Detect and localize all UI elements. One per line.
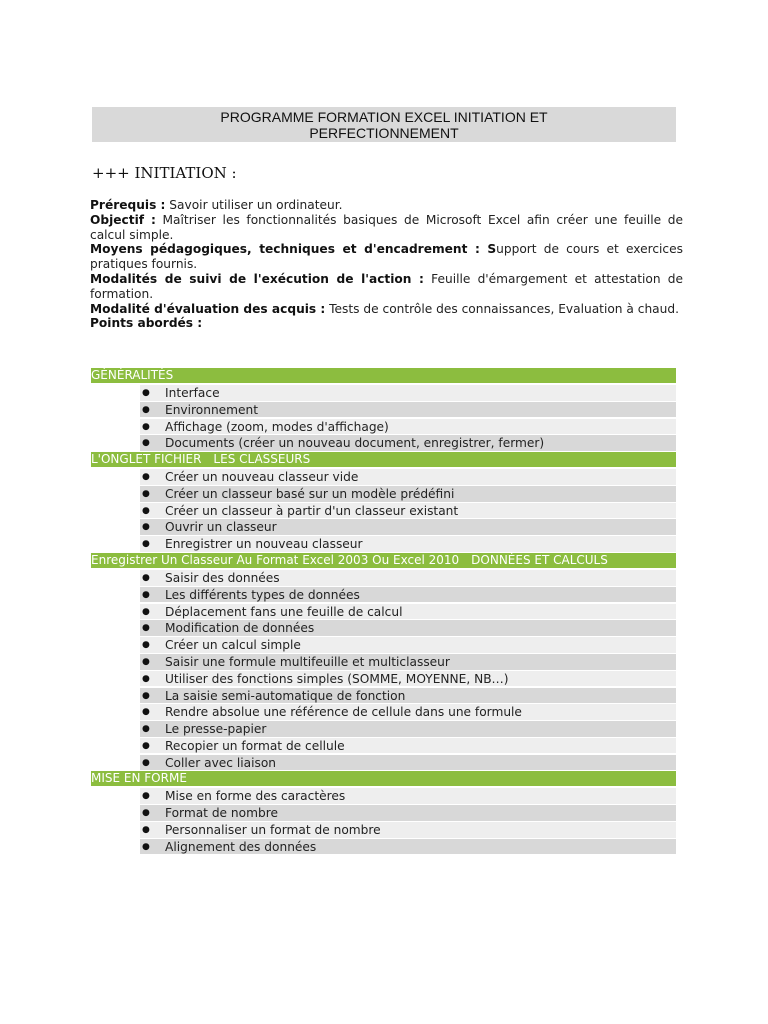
- list-item-text: Affichage (zoom, modes d'affichage): [165, 419, 389, 434]
- list-item: [140, 486, 676, 502]
- list-item: [140, 721, 676, 737]
- list-item: [140, 503, 676, 519]
- bullet-icon: ●: [142, 438, 150, 449]
- bullet-icon: ●: [142, 640, 150, 651]
- list-item-text: Créer un calcul simple: [165, 638, 301, 653]
- list-item: [140, 620, 676, 636]
- bullet-icon: ●: [142, 824, 150, 835]
- bullet-icon: ●: [142, 472, 150, 483]
- list-item-text: Format de nombre: [165, 806, 278, 821]
- info-label: Prérequis :: [90, 198, 166, 212]
- list-item: [140, 536, 676, 552]
- document-title-line-1: PROGRAMME FORMATION EXCEL INITIATION ET: [220, 109, 548, 125]
- bullet-icon: ●: [142, 656, 150, 667]
- list-item: [140, 570, 676, 586]
- bullet-icon: ●: [142, 539, 150, 550]
- list-item: [140, 704, 676, 720]
- section-heading-initiation: +++ INITIATION :: [92, 164, 237, 182]
- list-item-text: Saisir une formule multifeuille et multiclasseur: [165, 654, 450, 669]
- bullet-icon: ●: [142, 740, 150, 751]
- list-item-text: Saisir des données: [165, 571, 280, 586]
- bullet-icon: ●: [142, 404, 150, 415]
- bullet-icon: ●: [142, 505, 150, 516]
- info-label: Modalité d'évaluation des acquis :: [90, 301, 326, 316]
- list-item: [140, 822, 676, 838]
- info-paragraph: [90, 272, 683, 302]
- list-item-text: Créer un nouveau classeur vide: [165, 470, 359, 485]
- bullet-icon: ●: [142, 388, 150, 398]
- bullet-icon: ●: [142, 690, 150, 701]
- list-item-text: Mise en forme des caractères: [165, 789, 346, 804]
- list-item: [140, 419, 676, 435]
- course-info-block: [90, 198, 683, 331]
- list-item-text: Documents (créer un nouveau document, enregistrer, fermer): [165, 436, 545, 451]
- section-item-list: [91, 786, 676, 854]
- section-bar: [91, 368, 676, 383]
- list-item-text: Modification de données: [165, 621, 315, 636]
- section-bar-title: GÉNÉRALITÉS: [91, 368, 174, 382]
- section-bar: [91, 452, 676, 467]
- bullet-icon: ●: [142, 421, 150, 432]
- bullet-icon: ●: [142, 841, 150, 852]
- list-item-text: Créer un classeur à partir d'un classeur existant: [165, 503, 459, 518]
- list-item-text: Déplacement fans une feuille de calcul: [165, 604, 403, 619]
- info-text: Savoir utiliser un ordinateur.: [165, 198, 343, 212]
- bullet-icon: ●: [142, 673, 150, 684]
- list-item-text: Rendre absolue une référence de cellule dans une formule: [165, 705, 522, 720]
- list-item-text: Recopier un format de cellule: [165, 738, 345, 753]
- info-label: Points abordés :: [90, 316, 203, 331]
- bullet-icon: ●: [142, 488, 150, 499]
- bullet-icon: ●: [142, 623, 150, 634]
- list-item: [140, 604, 676, 620]
- info-paragraph: [90, 242, 683, 272]
- bullet-icon: ●: [142, 589, 150, 600]
- section-bar-subtitle: DONNÉES ET CALCULS: [471, 553, 608, 568]
- list-item: [140, 637, 676, 653]
- info-text: upport de cours et exercices pratiques fournis.: [90, 242, 683, 272]
- bullet-icon: ●: [142, 573, 150, 584]
- info-label: Modalités de suivi de l'exécution de l'action :: [90, 271, 424, 286]
- section-bar: [91, 771, 676, 786]
- info-label: Moyens pédagogiques, techniques et d'encadrement : S: [90, 242, 497, 257]
- bullet-icon: ●: [142, 757, 150, 768]
- list-item-text: Créer un classeur basé sur un modèle prédéfini: [165, 486, 455, 501]
- list-item: [140, 469, 676, 485]
- list-item-text: Personnaliser un format de nombre: [165, 822, 381, 837]
- section-bar-title: L'ONGLET FICHIER: [91, 452, 202, 467]
- bullet-icon: ●: [142, 707, 150, 718]
- list-item-text: La saisie semi-automatique de fonction: [165, 688, 406, 703]
- list-item: [140, 805, 676, 821]
- bullet-icon: ●: [142, 724, 150, 735]
- list-item: [140, 839, 676, 855]
- list-item-text: Le presse-papier: [165, 722, 267, 737]
- bullet-icon: ●: [142, 791, 150, 802]
- topics-list: [91, 368, 676, 856]
- list-item-text: Enregistrer un nouveau classeur: [165, 537, 363, 552]
- info-paragraph: [90, 302, 683, 317]
- list-item-text: Alignement des données: [165, 839, 317, 854]
- info-text: Tests de contrôle des connaissances, Evaluation à chaud.: [325, 301, 679, 316]
- list-item: [140, 519, 676, 535]
- info-paragraph: [90, 198, 683, 213]
- list-item-text: Coller avec liaison: [165, 755, 277, 770]
- section-item-list: [91, 467, 676, 552]
- list-item: [140, 402, 676, 418]
- list-item: [140, 654, 676, 670]
- info-paragraph: [90, 316, 683, 331]
- list-item: [140, 688, 676, 704]
- bullet-icon: ●: [142, 606, 150, 617]
- list-item-text: Les différents types de données: [165, 587, 360, 602]
- list-item: [140, 587, 676, 603]
- document-title-box: [92, 107, 676, 142]
- list-item-text: Interface: [165, 386, 220, 400]
- section-bar-title: MISE EN FORME: [91, 771, 187, 786]
- section-item-list: [91, 568, 676, 770]
- info-paragraph: [90, 213, 683, 243]
- section-bar-subtitle: LES CLASSEURS: [213, 452, 311, 467]
- list-item: [140, 385, 676, 401]
- list-item: [140, 671, 676, 687]
- section-bar: [91, 553, 676, 568]
- bullet-icon: ●: [142, 808, 150, 819]
- document-title-line-2: PERFECTIONNEMENT: [309, 125, 459, 141]
- list-item-text: Environnement: [165, 402, 259, 417]
- list-item: [140, 738, 676, 754]
- section-item-list: [91, 383, 676, 451]
- list-item-text: Utiliser des fonctions simples (SOMME, MOYENNE, NB…): [165, 671, 509, 686]
- bullet-icon: ●: [142, 522, 150, 533]
- section-bar-title: Enregistrer Un Classeur Au Format Excel 2003 Ou Excel 2010: [91, 553, 460, 568]
- info-text: Maîtriser les fonctionnalités basiques de Microsoft Excel afin créer une feuille de calcul simple.: [90, 212, 683, 242]
- info-label: Objectif :: [90, 212, 156, 227]
- list-item-text: Ouvrir un classeur: [165, 520, 277, 535]
- info-text: Feuille d'émargement et attestation de formation.: [90, 271, 684, 301]
- list-item: [140, 788, 676, 804]
- list-item: [140, 755, 676, 771]
- list-item: [140, 435, 676, 451]
